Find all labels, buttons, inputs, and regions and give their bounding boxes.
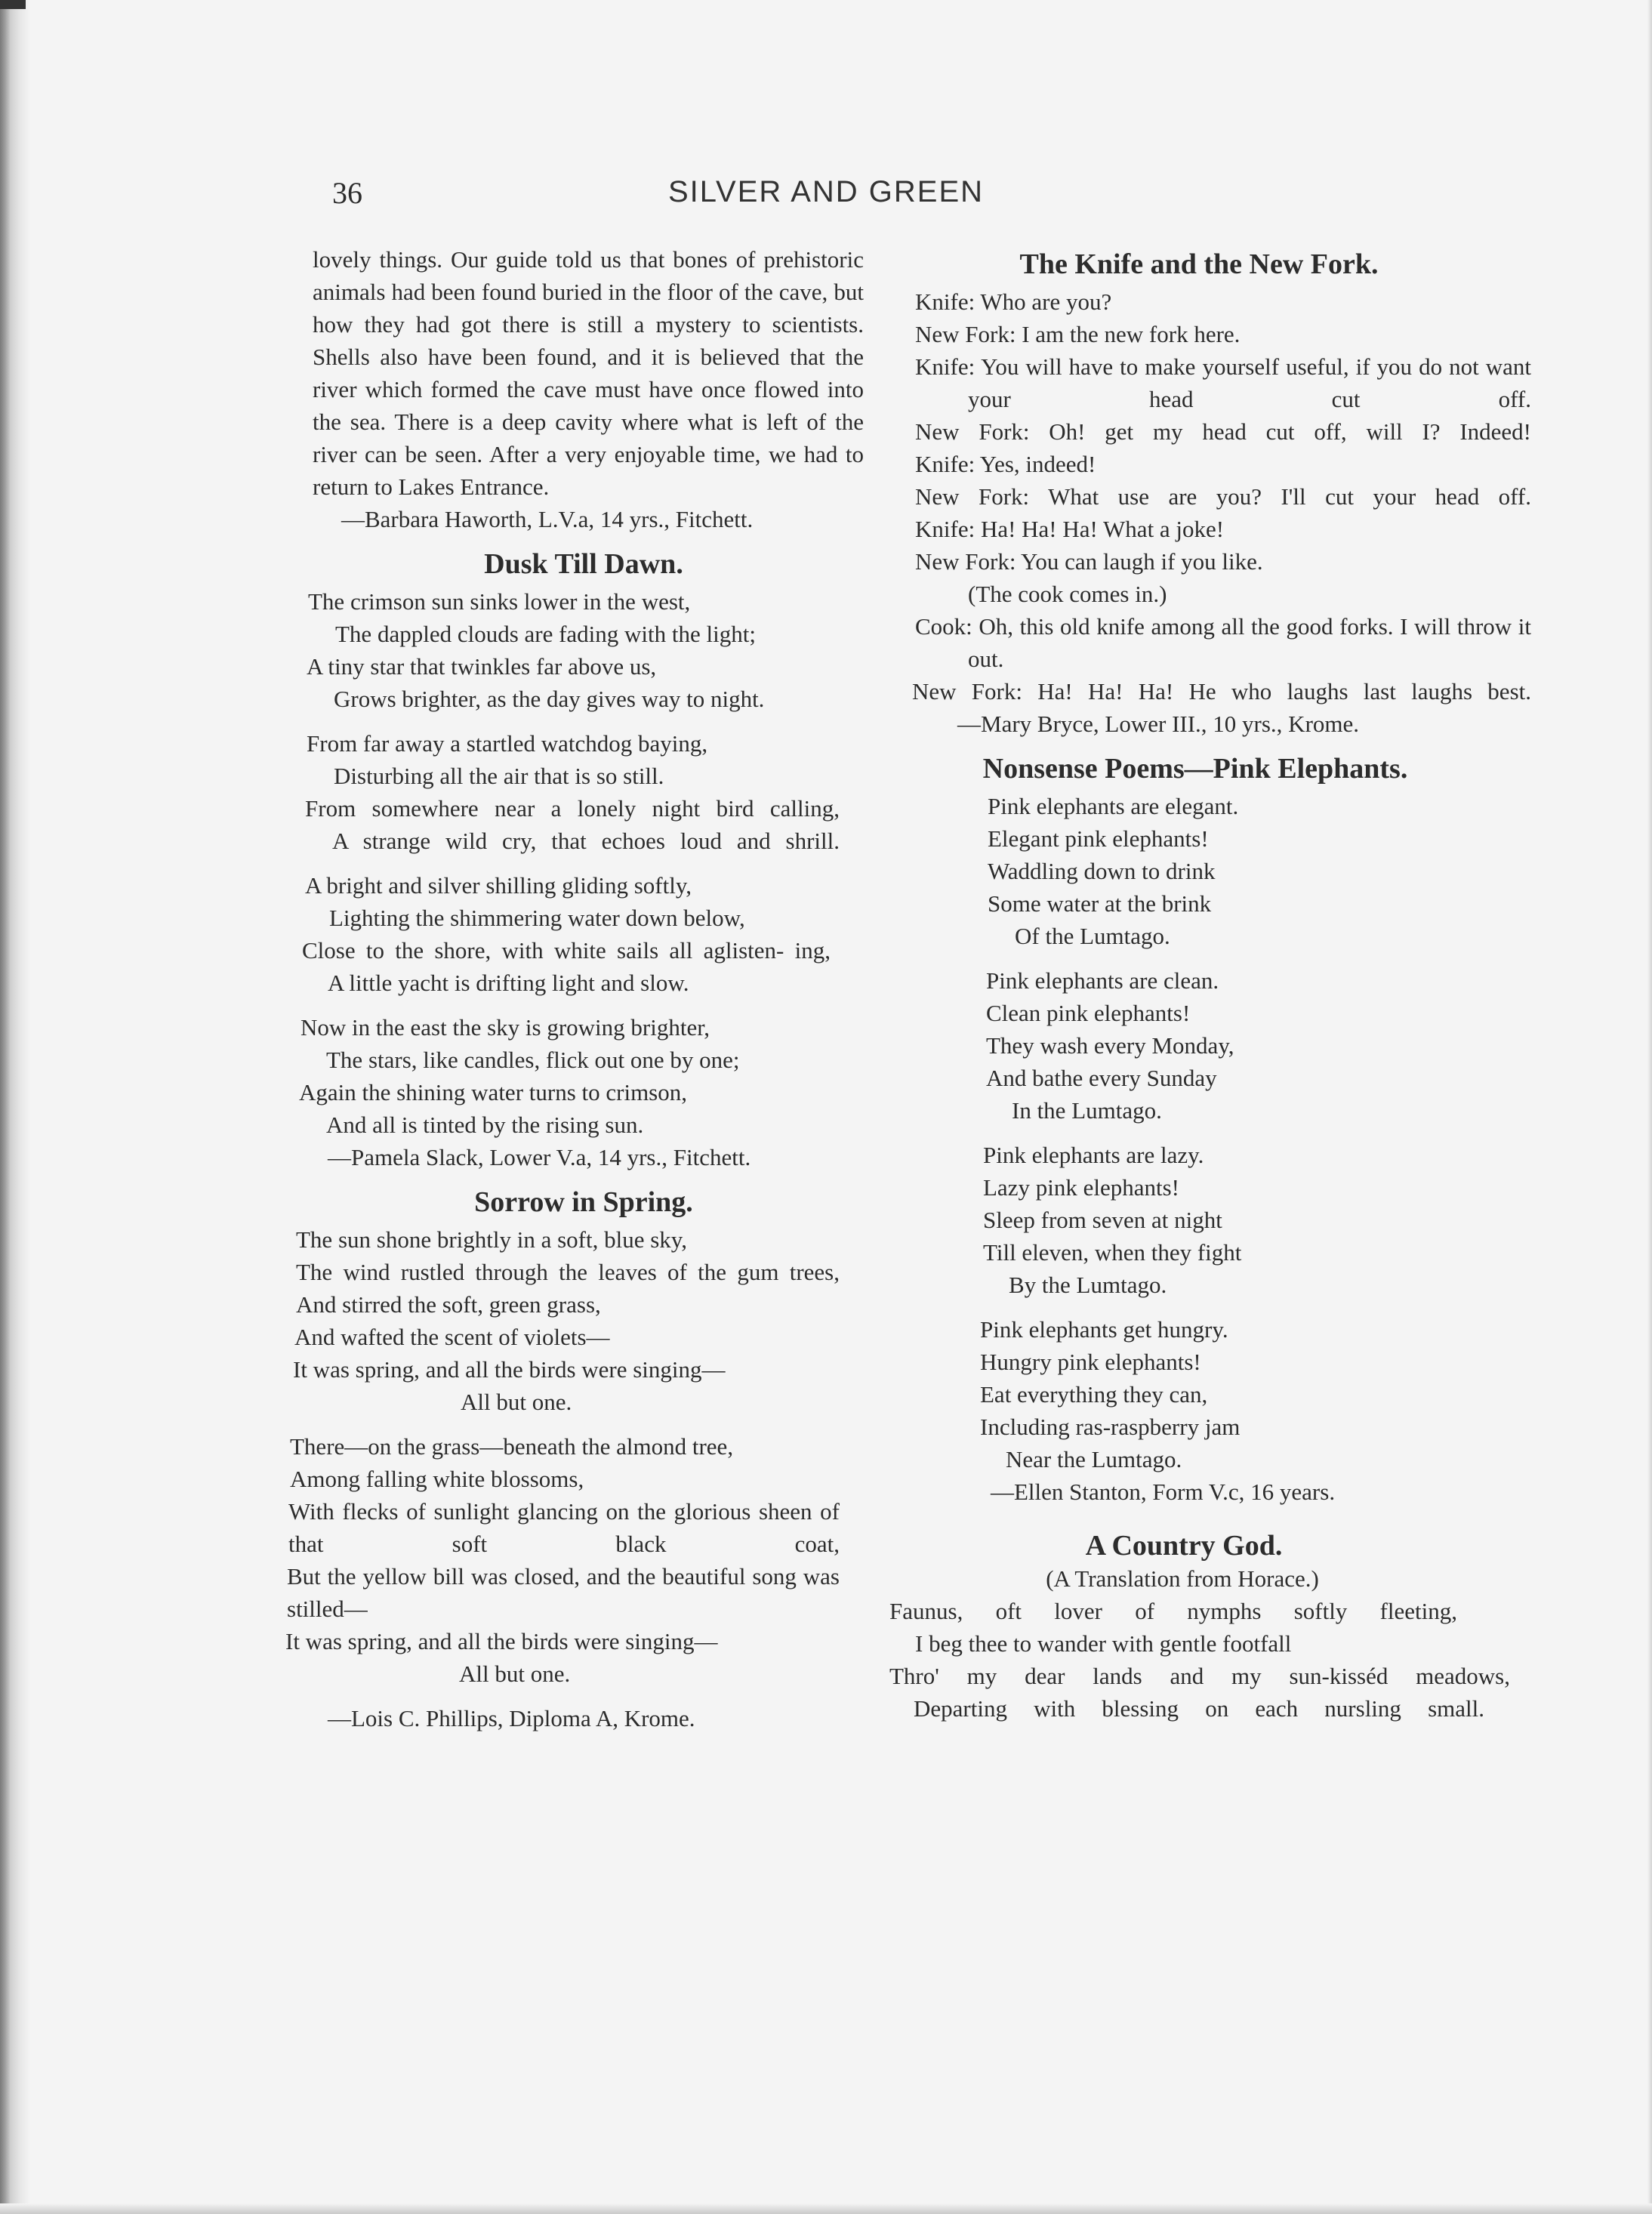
poem-line <box>302 934 831 967</box>
poem-line-text: From somewhere near a lonely night bird calling, <box>305 795 840 822</box>
running-title: SILVER AND GREEN <box>667 175 985 208</box>
poem-nonsense <box>897 790 1478 1508</box>
poem-line: There—on the grass—beneath the almond tree, <box>290 1433 734 1460</box>
stanza <box>897 1313 1478 1475</box>
right-column <box>889 243 1531 1725</box>
dialogue-line: Knife: Who are you? <box>915 288 1112 315</box>
poem-line: Till eleven, when they fight <box>983 1239 1242 1266</box>
scan-corner-mark <box>0 0 26 9</box>
poem-line-text: Faunus, oft lover of nymphs softly fleeting, <box>889 1598 1457 1624</box>
poem-line-text: A strange wild cry, that echoes loud and shrill. <box>332 828 840 854</box>
poem-line-text: Thro' my dear lands and my sun-kisséd meadows, <box>889 1663 1510 1689</box>
poem-line: Waddling down to drink <box>988 858 1216 884</box>
stanza <box>285 585 882 715</box>
poem-line <box>889 1595 1457 1627</box>
poem-line: Including ras-raspberry jam <box>980 1414 1241 1440</box>
poem-line <box>889 1660 1510 1692</box>
dialogue-title-knife: The Knife and the New Fork. <box>1019 248 1379 280</box>
dialogue-line <box>915 610 1531 675</box>
poem-line: The dappled clouds are fading with the light; <box>335 621 756 647</box>
page-right-edge <box>1647 0 1652 2214</box>
poem-line: From far away a startled watchdog baying, <box>307 730 708 757</box>
poem-line: A tiny star that twinkles far above us, <box>307 653 657 680</box>
stanza <box>285 1011 882 1141</box>
poem-line: A little yacht is drifting light and slow. <box>328 970 689 996</box>
dialogue-line: Knife: Yes, indeed! <box>915 451 1096 477</box>
dialogue-line <box>912 675 1531 708</box>
poem-line: I beg thee to wander with gentle footfall <box>915 1630 1292 1657</box>
poem-line: Lighting the shimmering water down below, <box>329 905 745 931</box>
poem-line: Among falling white blossoms, <box>290 1466 584 1492</box>
poem-line: Disturbing all the air that is so still. <box>334 763 664 789</box>
dialogue-line-text: New Fork: Oh! get my head cut off, will I? Indeed! <box>915 418 1531 445</box>
poem-line: Of the Lumtago. <box>1015 923 1170 949</box>
stanza <box>285 1223 882 1418</box>
poem-line: And bathe every Sunday <box>986 1065 1217 1091</box>
dialogue-line: New Fork: I am the new fork here. <box>915 321 1241 347</box>
poem-line: Elegant pink elephants! <box>988 825 1209 852</box>
poem-line <box>287 1560 840 1625</box>
stanza <box>897 1139 1478 1301</box>
poem-nonsense-signature: —Ellen Stanton, Form V.c, 16 years. <box>991 1479 1336 1505</box>
dialogue-line: Knife: Ha! Ha! Ha! What a joke! <box>915 516 1225 542</box>
dialogue-line-text: Cook: Oh, this old knife among all the good forks. I will throw it out. <box>915 613 1531 672</box>
poem-title-dusk: Dusk Till Dawn. <box>484 548 683 580</box>
stanza <box>285 869 882 999</box>
page-number: 36 <box>332 176 362 210</box>
poem-dusk-signature: —Pamela Slack, Lower V.a, 14 yrs., Fitchett. <box>328 1144 751 1170</box>
poem-line <box>914 1692 1484 1725</box>
poem-country <box>889 1595 1510 1725</box>
poem-title-sorrow: Sorrow in Spring. <box>474 1186 693 1218</box>
poem-line <box>288 1495 840 1560</box>
poem-line: Clean pink elephants! <box>986 1000 1191 1026</box>
dialogue-line-text: New Fork: Ha! Ha! Ha! He who laughs last laughs best. <box>912 678 1531 705</box>
poem-country-subtitle: (A Translation from Horace.) <box>1046 1565 1319 1592</box>
poem-dusk <box>285 585 882 1173</box>
dialogue-line <box>915 480 1531 513</box>
dialogue-line-text: Knife: You will have to make yourself useful, if you do not want your head cut off. <box>915 353 1531 412</box>
poem-line-text: The wind rustled through the leaves of the gum trees, <box>296 1259 840 1285</box>
dialogue-line-text: New Fork: What use are you? I'll cut your head off. <box>915 483 1531 510</box>
poem-line: Hungry pink elephants! <box>980 1349 1201 1375</box>
poem-line: All but one. <box>461 1389 572 1415</box>
poem-line: Pink elephants are elegant. <box>988 793 1239 819</box>
stanza <box>285 727 882 857</box>
poem-sorrow <box>285 1223 882 1735</box>
poem-line: And wafted the scent of violets— <box>294 1324 610 1350</box>
page-bottom-edge <box>0 2203 1652 2214</box>
poem-line: Lazy pink elephants! <box>983 1174 1179 1201</box>
poem-line: Some water at the brink <box>988 890 1212 917</box>
poem-line <box>305 792 840 825</box>
poem-line-text: Close to the shore, with white sails all aglisten- ing, <box>302 937 831 964</box>
poem-line: By the Lumtago. <box>1009 1272 1167 1298</box>
stanza <box>897 790 1478 952</box>
stanza <box>285 1430 882 1690</box>
poem-line: They wash every Monday, <box>986 1032 1234 1059</box>
poem-line-text: With flecks of sunlight glancing on the glorious sheen of that soft black coat, <box>288 1498 840 1557</box>
poem-line: Eat everything they can, <box>980 1381 1208 1408</box>
stage-direction: (The cook comes in.) <box>968 581 1167 607</box>
poem-line: Near the Lumtago. <box>1006 1446 1182 1472</box>
poem-line: It was spring, and all the birds were singing— <box>285 1628 718 1654</box>
poem-line <box>332 825 840 857</box>
poem-line: Pink elephants are lazy. <box>983 1142 1204 1168</box>
page-binding-edge <box>0 0 30 2214</box>
cave-story-signature: —Barbara Haworth, L.V.a, 14 yrs., Fitchett. <box>341 506 754 532</box>
poem-line: The stars, like candles, flick out one by one; <box>326 1047 740 1073</box>
poem-line: Pink elephants are clean. <box>986 967 1219 994</box>
poem-line: All but one. <box>459 1660 571 1687</box>
left-column <box>285 243 882 1735</box>
dialogue-knife-signature: —Mary Bryce, Lower III., 10 yrs., Krome. <box>957 711 1360 737</box>
poem-line: The sun shone brightly in a soft, blue sky, <box>296 1226 688 1253</box>
stanza <box>897 964 1478 1127</box>
dialogue-line <box>915 350 1531 415</box>
poem-line: Pink elephants get hungry. <box>980 1316 1228 1343</box>
poem-line: Grows brighter, as the day gives way to night. <box>334 686 765 712</box>
cave-story-text: lovely things. Our guide told us that bones of prehistoric animals had been found buried in the floor of the cave, but how they had got there is still a mystery to scientists. Shells also have been found, and it is believed that the river which formed the cave must have once flowed into the sea. There is a deep cavity where what is left of the river can be seen. After a very enjoyable time, we had to return to Lakes Entrance. <box>313 246 864 500</box>
poem-line <box>296 1256 840 1288</box>
dialogue-line <box>915 415 1531 448</box>
poem-line: Now in the east the sky is growing brighter, <box>301 1014 710 1041</box>
dialogue-line: New Fork: You can laugh if you like. <box>915 548 1263 575</box>
poem-line: And stirred the soft, green grass, <box>296 1291 601 1318</box>
poem-line: The crimson sun sinks lower in the west, <box>308 588 691 615</box>
dialogue-knife <box>897 285 1531 740</box>
poem-line: Sleep from seven at night <box>983 1207 1222 1233</box>
poem-title-nonsense: Nonsense Poems—Pink Elephants. <box>982 753 1408 785</box>
poem-title-country: A Country God. <box>1085 1530 1283 1562</box>
poem-line: In the Lumtago. <box>1012 1097 1162 1124</box>
poem-line: And all is tinted by the rising sun. <box>326 1112 644 1138</box>
poem-line-text: Departing with blessing on each nursling small. <box>914 1695 1484 1722</box>
poem-sorrow-signature: —Lois C. Phillips, Diploma A, Krome. <box>328 1705 695 1731</box>
poem-line: A bright and silver shilling gliding softly, <box>305 872 692 899</box>
poem-line: It was spring, and all the birds were singing— <box>293 1356 726 1383</box>
poem-line: Again the shining water turns to crimson, <box>299 1079 687 1105</box>
poem-line-text: But the yellow bill was closed, and the beautiful song was stilled— <box>287 1563 840 1622</box>
